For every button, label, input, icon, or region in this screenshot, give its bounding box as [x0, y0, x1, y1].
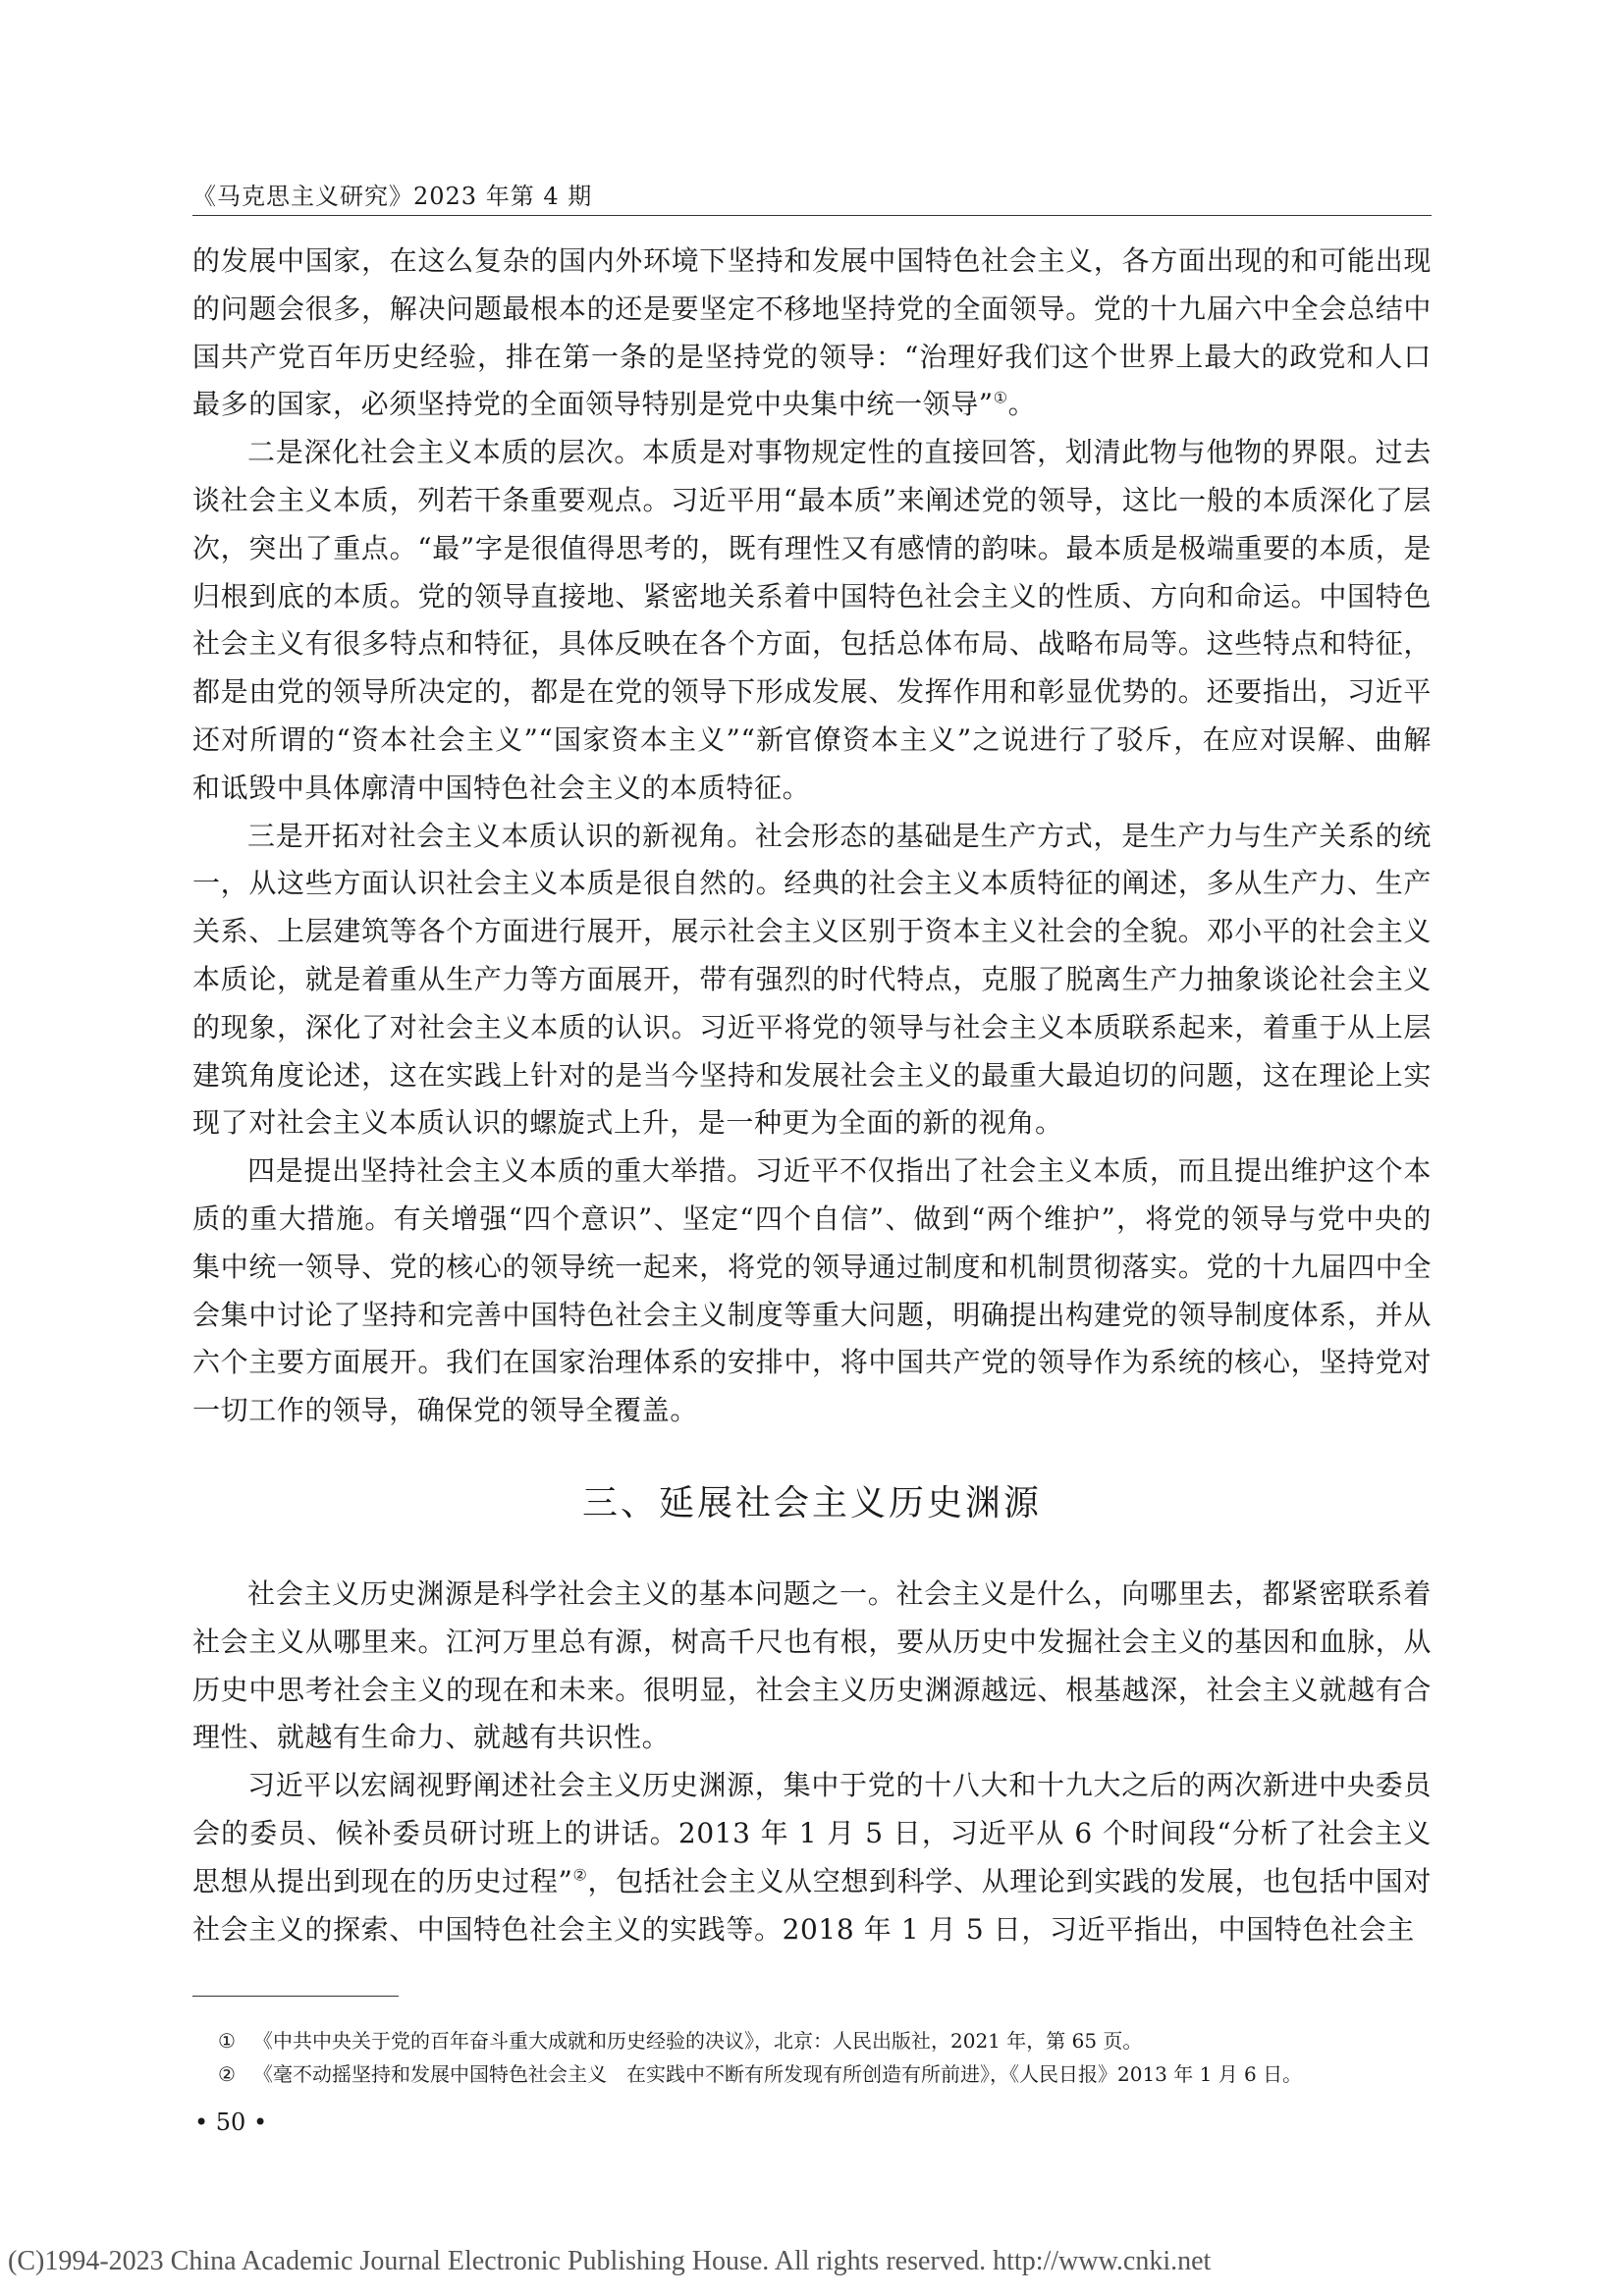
header-divider: [192, 215, 1432, 216]
paragraph-continued: 的发展中国家，在这么复杂的国内外环境下坚持和发展中国特色社会主义，各方面出现的和可能出现的问题会很多，解决问题最根本的还是要坚定不移地坚持党的全面领导。党的十九届六中全会总结中国共产党百年历史经验，排在第一条的是坚持党的领导：“治理好我们这个世界上最大的政党和人口最多的国家，必须坚持党的全面领导特别是党中央集中统一领导”①。: [192, 244, 1432, 421]
article-body: [192, 238, 1432, 1953]
footnote-divider: [192, 1996, 399, 1997]
footnote-1: [192, 2024, 1432, 2057]
paragraph-fourth: 四是提出坚持社会主义本质的重大举措。习近平不仅指出了社会主义本质，而且提出维护这个本质的重大措施。有关增强“四个意识”、坚定“四个自信”、做到“两个维护”，将党的领导与党中央的集中统一领导、党的核心的领导统一起来，将党的领导通过制度和机制贯彻落实。党的十九届四中全会集中讨论了坚持和完善中国特色社会主义制度等重大问题，明确提出构建党的领导制度体系，并从六个主要方面展开。我们在国家治理体系的安排中，将中国共产党的领导作为系统的核心，坚持党对一切工作的领导，确保党的领导全覆盖。: [192, 1154, 1432, 1427]
paragraph-second: 二是深化社会主义本质的层次。本质是对事物规定性的直接回答，划清此物与他物的界限。过去谈社会主义本质，列若干条重要观点。习近平用“最本质”来阐述党的领导，这比一般的本质深化了层次，突出了重点。“最”字是很值得思考的，既有理性又有感情的韵味。最本质是极端重要的本质，是归根到底的本质。党的领导直接地、紧密地关系着中国特色社会主义的性质、方向和命运。中国特色社会主义有很多特点和特征，具体反映在各个方面，包括总体布局、战略布局等。这些特点和特征，都是由党的领导所决定的，都是在党的领导下形成发展、发挥作用和彰显优势的。还要指出，习近平还对所谓的“资本社会主义”“国家资本主义”“新官僚资本主义”之说进行了驳斥，在应对误解、曲解和诋毁中具体廓清中国特色社会主义的本质特征。: [192, 436, 1432, 804]
paragraph-text-a: 习近平以宏阔视野阐述社会主义历史渊源，集中于党的十八大和十九大之后的两次新进中央委员会的委员、候补委员研讨班上的讲话。2013 年 1 月 5 日，习近平从 6 个时间段“分析了社会主义思想从提出到现在的历史过程”: [192, 1769, 1432, 1897]
journal-header: 《马克思主义研究》2023 年第 4 期: [192, 183, 593, 210]
footnote-mark: ②: [218, 2062, 236, 2086]
copyright-notice: (C)1994-2023 China Academic Journal Electronic Publishing House. All rights reserved. http://www.cnki.net: [8, 2246, 1212, 2276]
paragraph-text: 的发展中国家，在这么复杂的国内外环境下坚持和发展中国特色社会主义，各方面出现的和可能出现的问题会很多，解决问题最根本的还是要坚定不移地坚持党的全面领导。党的十九届六中全会总结中国共产党百年历史经验，排在第一条的是坚持党的领导：“治理好我们这个世界上最大的政党和人口最多的国家，必须坚持党的全面领导特别是党中央集中统一领导”: [192, 244, 1432, 421]
footnote-2: [192, 2057, 1432, 2091]
paragraph-history-xi: [192, 1762, 1432, 1953]
footnote-ref-1[interactable]: ①: [993, 389, 1008, 408]
section-heading: 三、延展社会主义历史渊源: [581, 1482, 1042, 1523]
footnotes: [192, 2024, 1432, 2091]
footnote-text: 《中共中央关于党的百年奋斗重大成就和历史经验的决议》，北京：人民出版社，2021 年，第 65 页。: [253, 2029, 1143, 2053]
paragraph-history-intro: 社会主义历史渊源是科学社会主义的基本问题之一。社会主义是什么，向哪里去，都紧密联系着社会主义从哪里来。江河万里总有源，树高千尺也有根，要从历史中发掘社会主义的基因和血脉，从历史中思考社会主义的现在和未来。很明显，社会主义历史渊源越远、根基越深，社会主义就越有合理性、就越有生命力、就越有共识性。: [192, 1576, 1432, 1754]
page-number: • 50 •: [194, 2109, 268, 2136]
footnote-mark: ①: [218, 2029, 236, 2053]
footnote-text: 《毫不动摇坚持和发展中国特色社会主义 在实践中不断有所发现有所创造有所前进》，《人民日报》2013 年 1 月 6 日。: [253, 2062, 1303, 2086]
footnote-ref-2[interactable]: ②: [572, 1865, 588, 1885]
paragraph-text-b: ，包括社会主义从空想到科学、从理论到实践的发展，也包括中国对社会主义的探索、中国特色社会主义的实践等。2018 年 1 月 5 日，习近平指出，中国特色社会主: [192, 1864, 1432, 1946]
paragraph-third: 三是开拓对社会主义本质认识的新视角。社会形态的基础是生产方式，是生产力与生产关系的统一，从这些方面认识社会主义本质是很自然的。经典的社会主义本质特征的阐述，多从生产力、生产关系、上层建筑等各个方面进行展开，展示社会主义区别于资本主义社会的全貌。邓小平的社会主义本质论，就是着重从生产力等方面展开，带有强烈的时代特点，克服了脱离生产力抽象谈论社会主义的现象，深化了对社会主义本质的认识。习近平将党的领导与社会主义本质联系起来，着重于从上层建筑角度论述，这在实践上针对的是当今坚持和发展社会主义的最重大最迫切的问题，这在理论上实现了对社会主义本质认识的螺旋式上升，是一种更为全面的新的视角。: [192, 819, 1432, 1140]
